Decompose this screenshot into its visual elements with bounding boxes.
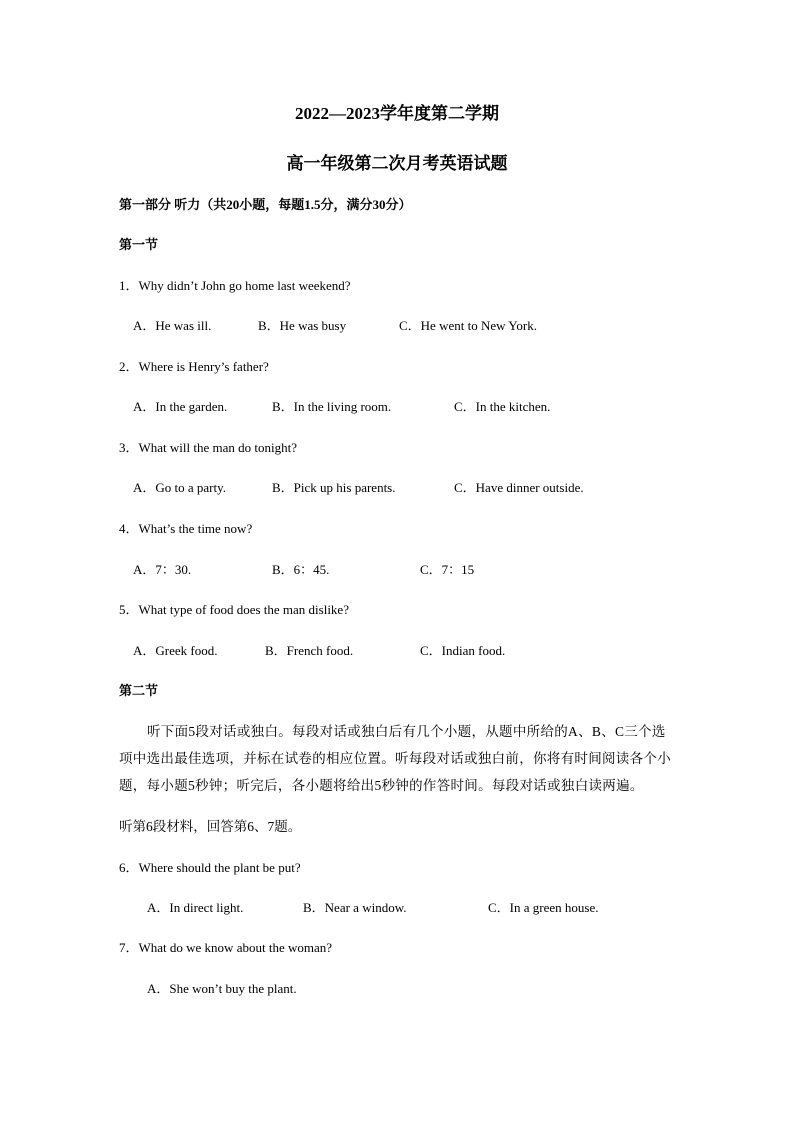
q4-option-a: A．7：30. [133, 562, 192, 577]
question-4: 4．What’s the time now? [119, 521, 253, 536]
q7-option-a: A．She won’t buy the plant. [147, 981, 297, 996]
q1-option-b: B．He was busy [258, 318, 347, 333]
q6-option-a: A．In direct light. [147, 900, 244, 915]
q5-option-a: A．Greek food. [133, 643, 218, 658]
q5-option-b: B．French food. [265, 643, 354, 658]
material-6-note: 听第6段材料，回答第6、7题。 [119, 819, 302, 834]
part1-heading: 第一部分 听力（共20小题，每题1.5分，满分30分） [119, 197, 412, 212]
exam-main-title: 高一年级第二次月考英语试题 [286, 154, 508, 173]
section2-heading: 第二节 [119, 683, 159, 698]
question-6: 6．Where should the plant be put? [119, 860, 301, 875]
question-1: 1．Why didn’t John go home last weekend? [119, 278, 351, 293]
section1-heading: 第一节 [119, 237, 159, 252]
q4-option-b: B．6：45. [272, 562, 330, 577]
section2-instructions: 听下面5段对话或独白。每段对话或独白后有几个小题，从题中所给的A、B、C三个选项中选出最佳选项，并标在试卷的相应位置。听每段对话或独白前，你将有时间阅读各个小题，每小题5秒钟；听完后，各小题将给出5秒钟的作答时间。每段对话或独白读两遍。 [119, 724, 671, 793]
question-5: 5．What type of food does the man dislike? [119, 602, 349, 617]
q3-option-a: A．Go to a party. [133, 480, 227, 495]
question-7: 7．What do we know about the woman? [119, 940, 333, 955]
q3-option-b: B．Pick up his parents. [272, 480, 396, 495]
q2-option-c: C．In the kitchen. [454, 399, 551, 414]
question-3: 3．What will the man do tonight? [119, 440, 297, 455]
q6-option-c: C．In a green house. [488, 900, 599, 915]
q4-option-c: C．7：15 [420, 562, 475, 577]
q2-option-a: A．In the garden. [133, 399, 228, 414]
q6-option-b: B．Near a window. [303, 900, 407, 915]
q1-option-c: C．He went to New York. [399, 318, 537, 333]
exam-term-title: 2022—2023学年度第二学期 [295, 104, 499, 123]
question-2: 2．Where is Henry’s father? [119, 359, 269, 374]
q1-option-a: A．He was ill. [133, 318, 212, 333]
q2-option-b: B．In the living room. [272, 399, 392, 414]
q5-option-c: C．Indian food. [420, 643, 506, 658]
q3-option-c: C．Have dinner outside. [454, 480, 584, 495]
